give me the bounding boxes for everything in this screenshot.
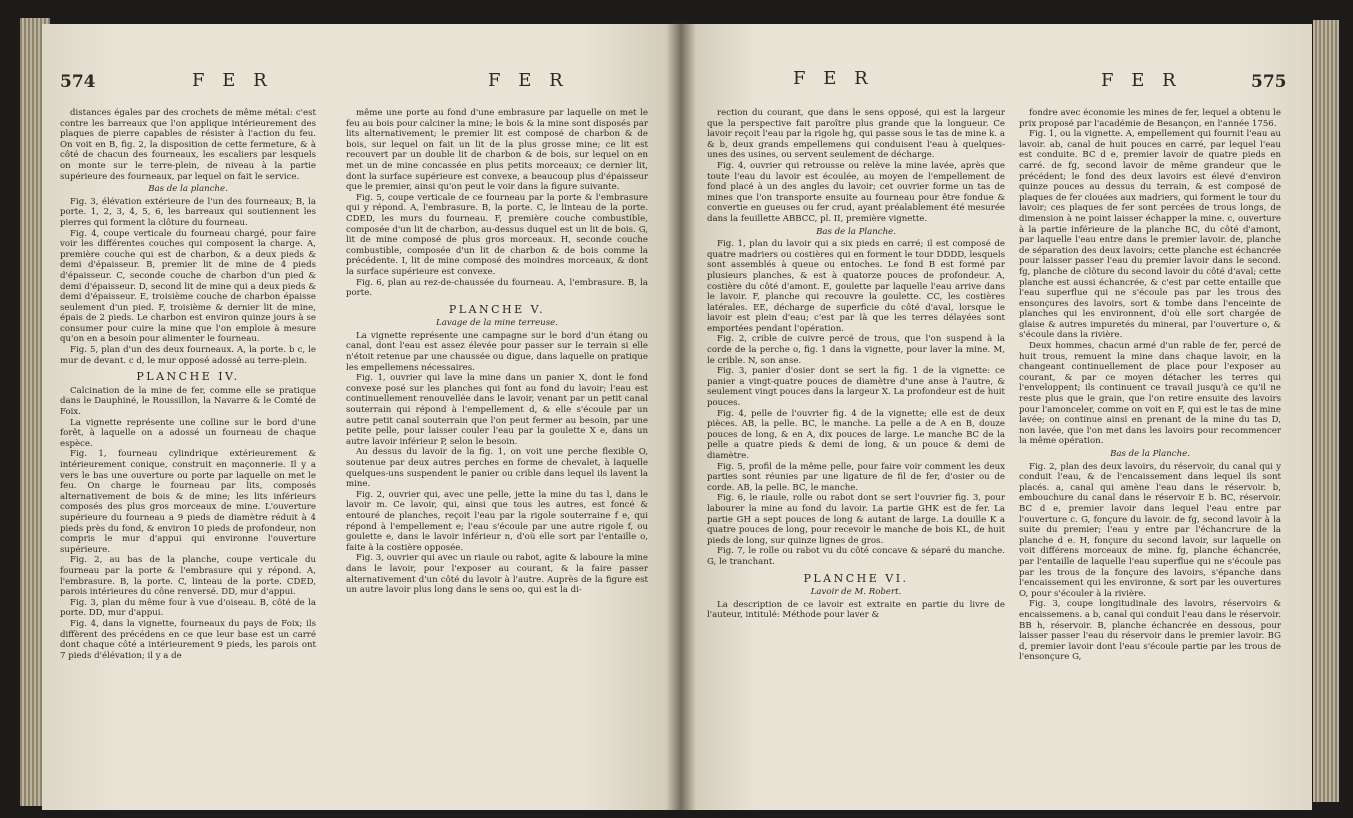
paragraph: Fig. 5, coupe verticale de ce fourneau par la porte & l'embrasure qui y répond. A, l'embrasure. B, la porte. C, le linteau de la porte. CDED, les murs du fourneau. F, première couche combustible, composée d'un lit de charbon, au-dessus duquel est un lit de bois. G, lit de mine composé de plus gros morceaux. H, seconde couche combustible, composée d'un lit de charbon & de bois comme la précédente. I, lit de mine composé des moindres morceaux, & dont la surface supérieure est convexe.: [346, 192, 648, 277]
left-page: [42, 24, 681, 810]
paragraph: distances égales par des crochets de même métal: c'est contre les barreaux que l'on applique intérieurement des plaques de pierre capables de résister à l'action du feu. On voit en B, fig. 2, la disposition de cette fermeture, & à côté de chacun des fourneaux, les escaliers par lesquels on monte sur le terre-plein, de niveau à la partie supérieure des fourneaux, par lequel on fait le service.: [60, 108, 316, 182]
paragraph: fondre avec économie les mines de fer, lequel a obtenu le prix proposé par l'académie de Besançon, en l'année 1756.: [1019, 108, 1281, 129]
right-page: [681, 24, 1312, 810]
paragraph: Fig. 4, coupe verticale du fourneau chargé, pour faire voir les différentes couches qui composent la charge. A, première couche qui est de charbon, & a deux pieds & demi d'épaisseur. B, premier lit de mine de 4 pieds d'épaisseur. C, seconde couche de charbon d'un pied & demi d'épaisseur. D, second lit de mine qui a deux pieds & demi d'épaisseur. E, troisième couche de charbon épaisse seulement d'un pied. F, troisième & dernier lit de mine, épais de 2 pieds. Le charbon est environ quinze jours à se consumer pour cuire la mine que l'on emploie à mesure qu'on en a besoin pour alimenter le fourneau.: [60, 228, 316, 345]
paragraph: PLANCHE V.: [448, 302, 546, 316]
page-edges-right: [1313, 20, 1339, 802]
paragraph: Lavoir de M. Robert.: [810, 587, 902, 598]
paragraph: Deux hommes, chacun armé d'un rable de fer, percé de huit trous, remuent la mine dans chaque lavoir, en la changeant continuellement de place pour l'exposer au courant, & par ce moyen détacher les terres qui l'enveloppent; ils continuent ce travail jusqu'à ce qu'il ne reste plus que le grain, que l'on retire ensuite des lavoirs pour l'amonceler, comme on voit en F, qui est le tas de mine lavée; on continue ainsi en prenant de la mine du tas D, non lavée, que l'on met dans les lavoirs pour recommencer la même opération.: [1019, 341, 1281, 447]
paragraph: Fig. 6, le riaule, rolle ou rabot dont se sert l'ouvrier fig. 3, pour labourer la mine au fond du lavoir. La partie GHK est de fer. La partie GH a sept pouces de long & autant de large. La douille K a quatre pouces de long, pour recevoir le manche de bois KL, de huit pieds de long, sur quinze lignes de gros.: [707, 493, 1005, 546]
paragraph: Fig. 2, plan des deux lavoirs, du réservoir, du canal qui y conduit l'eau, & de l'encaissement dans lequel ils sont placés. a, canal qui amène l'eau dans le réservoir. b, embouchure du canal dans le réservoir E b. BC, réservoir. BC d e, premier lavoir dans lequel l'eau entre par l'ouverture c. G, fonçure du lavoir. de fg, second lavoir à la suite du premier; l'eau y entre par l'échancrure de la planche d e. H, fonçure du second lavoir, sur laquelle on voit différens morceaux de mine. fg, planche échancrée, par l'entaille de laquelle l'eau superflue qui ne s'écoule pas par les trous de la fonçure des lavoirs, s'épanche dans l'encaissement qui les environne, & sort par les ouvertures O, pour s'écouler à la rivière.: [1019, 461, 1281, 599]
paragraph: Fig. 4, pelle de l'ouvrier fig. 4 de la vignette; elle est de deux pièces. AB, la pelle. BC, le manche. La pelle a de A en B, douze pouces de long, & en A, dix pouces de large. Le manche BC de la pelle a quatre pieds & demi de long, & un pouce & demi de diamètre.: [707, 408, 1005, 461]
paragraph: Fig. 3, ouvrier qui avec un riaule ou rabot, agite & laboure la mine dans le lavoir, pour l'exposer au courant, & la faire passer alternativement d'un côté du lavoir à l'autre. Auprès de la figure est un autre lavoir plus long dans le sens oo, qui est la di-: [346, 553, 648, 596]
paragraph: Fig. 3, plan du même four à vue d'oiseau. B, côté de la porte. DD, mur d'appui.: [60, 597, 316, 619]
paragraph: Fig. 3, élévation extérieure de l'un des fourneaux; B, la porte. 1, 2, 3, 4, 5, 6, les barreaux qui soutiennent les pierres qui forment la clôture du fourneau.: [60, 196, 316, 228]
paragraph: Fig. 7, le rolle ou rabot vu du côté concave & séparé du manche. G, le tranchant.: [707, 546, 1005, 567]
running-head: F E R: [192, 70, 273, 91]
running-head: F E R: [1101, 70, 1182, 91]
paragraph: même une porte au fond d'une embrasure par laquelle on met le feu au bois pour calciner la mine; le bois & la mine sont disposés par lits alternativement; le premier lit est composé de charbon & de bois, sur lequel on fait un lit de la plus grosse mine; ce lit est recouvert par un double lit de charbon & de bois, sur lequel on en met un de mine concassée en plus petits morceaux; ce dernier lit, dont la surface supérieure est convexe, a beaucoup plus d'épaisseur que le premier, ainsi qu'on peut le voir dans la figure suivante.: [346, 108, 648, 193]
running-head: F E R: [793, 68, 874, 89]
paragraph: Bas de la Planche.: [816, 226, 896, 237]
paragraph: Fig. 2, au bas de la planche, coupe verticale du fourneau par la porte & l'embrasure qui y répond. A, l'embrasure. B, la porte. C, linteau de la porte. CDED, parois intérieures du cône renversé. DD, mur d'appui.: [60, 555, 316, 598]
text-column-1: [60, 108, 316, 728]
paragraph: Fig. 5, profil de la même pelle, pour faire voir comment les deux parties sont réunies par une ligature de fil de fer, d'osier ou de corde. AB, la pelle. BC, le manche.: [707, 461, 1005, 493]
page-number: 574: [60, 72, 96, 92]
paragraph: Fig. 6, plan au rez-de-chaussée du fourneau. A, l'embrasure. B, la porte.: [346, 277, 648, 299]
paragraph: Fig. 2, ouvrier qui, avec une pelle, jette la mine du tas l, dans le lavoir m. Ce lavoir, qui, ainsi que tous les autres, est foncé & entouré de planches, reçoit l'eau par la rigole souterraine f e, qui répond à l'empellement e; l'eau s'écoule par une autre rigole f, ou goulette e, dans le lavoir inférieur n, d'où elle sort par l'entaille o, faite à la costière opposée.: [346, 489, 648, 553]
text-column-2: [346, 108, 648, 728]
paragraph: Fig. 4, dans la vignette, fourneaux du pays de Foix; ils diffèrent des précédens en ce que leur base est un carré dont chaque côté a intérieurement 9 pieds, les parois ont 7 pieds d'élévation; il y a de: [60, 618, 316, 661]
paragraph: Bas de la planche.: [148, 184, 228, 195]
running-head: F E R: [488, 70, 569, 91]
paragraph: Fig. 1, ouvrier qui lave la mine dans un panier X, dont le fond convexe posé sur les planches qui font au fond du lavoir; l'eau est continuellement renouvellée dans le lavoir, venant par un petit canal souterrain qui répond à l'empellement d, & elle s'écoule par un autre petit canal souterrain que l'on peut fermer au besoin, par une petite pelle, pour laisser couler l'eau par la goulette X e, dans un autre lavoir inférieur P, selon le besoin.: [346, 373, 648, 447]
paragraph: rection du courant, que dans le sens opposé, qui est la largeur que la perspective fait paroître plus grande que la longueur. Ce lavoir reçoit l'eau par la rigole hg, qui passe sous le tas de mine k. a & b, deux grands empellemens qui conduisent l'eau à quelques-unes des usines, ou servent seulement de décharge.: [707, 108, 1005, 161]
paragraph: La vignette représente une campagne sur le bord d'un étang ou canal, dont l'eau est assez élevée pour passer sur le terrain si elle n'étoit retenue par une chaussée ou digue, dans laquelle on pratique les empellemens nécessaires.: [346, 330, 648, 373]
paragraph: Fig. 4, ouvrier qui retrousse ou relève la mine lavée, après que toute l'eau du lavoir est écoulée, au moyen de l'empellement de fond placé à un des angles du lavoir; cet ouvrier forme un tas de mines que l'on transporte ensuite au fourneau pour être fondue & convertie en gueuses ou fer crud, ayant préalablement été mesurée dans la feuillette ABBCC, pl. II, première vignette.: [707, 160, 1005, 224]
text-column-1: [707, 108, 1005, 728]
book-gutter: [666, 20, 696, 810]
paragraph: PLANCHE IV.: [136, 370, 240, 384]
paragraph: Calcination de la mine de fer, comme elle se pratique dans le Dauphiné, le Roussillon, la Navarre & le Comté de Foix.: [60, 385, 316, 418]
paragraph: Fig. 2, crible de cuivre percé de trous, que l'on suspend à la corde de la perche o, fig. 1 dans la vignette, pour laver la mine. M, le crible. N, son anse.: [707, 334, 1005, 366]
paragraph: Fig. 1, plan du lavoir qui a six pieds en carré; il est composé de quatre madriers ou costières qui en forment le tour DDDD, lesquels sont assemblés à queue ou entoches. Le fond B est formé par plusieurs planches, & est à quatorze pouces de profondeur. A, costière du côté d'amont. E, goulette par laquelle l'eau arrive dans le lavoir. F, planche qui recouvre la goulette. CC, les costières latérales. EE, décharge de superficie du côté d'aval, lorsque le lavoir est plein d'eau; c'est par là que les terres délayées sont emportées pendant l'opération.: [707, 239, 1005, 334]
page-number: 575: [1251, 72, 1287, 92]
text-column-2: [1019, 108, 1281, 728]
paragraph: Fig. 1, ou la vignette. A, empellement qui fournit l'eau au lavoir. ab, canal de huit pouces en carré, par lequel l'eau est conduite. BC d e, premier lavoir de quatre pieds en carré. de fg, second lavoir de même grandeur que le précédent; le fond des deux lavoirs est élevé d'environ quinze pouces au dessus du terrain, & est composé de plaques de fer clouées aux madriers, qui forment le tour du lavoir; ces plaques de fer sont percées de trous longs, de dimension à ne point laisser échapper la mine. c, ouverture à la partie inférieure de la planche BC, du côté d'amont, par laquelle l'eau entre dans le premier lavoir. de, planche de séparation des deux lavoirs; cette planche est échancrée pour laisser passer l'eau du premier lavoir dans le second. fg, planche de clôture du second lavoir du côté d'aval; cette planche est aussi échancrée, & c'est par cette entaille que l'eau superflue qui ne s'écoule pas par les trous des ensonçures des lavoirs, sort & tombe dans l'enceinte de planches qui les environnent, d'où elle sort chargée de glaise & autres impuretés du minerai, par l'ouverture o, & s'écoule dans la rivière.: [1019, 129, 1281, 341]
paragraph: Fig. 3, panier d'osier dont se sert la fig. 1 de la vignette: ce panier a vingt-quatre pouces de diamètre d'une anse à l'autre, & seulement vingt pouces dans la largeur X. La profondeur est de huit pouces.: [707, 366, 1005, 409]
paragraph: Bas de la Planche.: [1110, 449, 1190, 459]
paragraph: Fig. 5, plan d'un des deux fourneaux. A, la porte. b c, le mur de devant. c d, le mur opposé adossé au terre-plein.: [60, 345, 316, 366]
paragraph: La vignette représente une colline sur le bord d'une forêt, à laquelle on a adossé un fourneau de chaque espèce.: [60, 417, 316, 449]
paragraph: Fig. 3, coupe longitudinale des lavoirs, réservoirs & encaissemens. a b, canal qui conduit l'eau dans le réservoir. BB h, réservoir. B, planche échancrée en dessous, pour laisser passer l'eau du réservoir dans le premier lavoir. BG d, premier lavoir dont l'eau s'écoule partie par les trous de l'ensonçure G,: [1019, 599, 1281, 663]
paragraph: Fig. 1, fourneau cylindrique extérieurement & intérieurement conique, construit en maçonnerie. Il y a vers le bas une ouverture ou porte par laquelle on met le feu. On charge le fourneau par lits, composés alternativement de bois & de mine; les lits inférieurs composés des plus gros morceaux de mine. L'ouverture supérieure du fourneau a 9 pieds de diamètre réduit à 4 pieds près du fond, & environ 10 pieds de profondeur, non compris le mur d'appui qui environne l'ouverture supérieure.: [60, 449, 316, 555]
paragraph: PLANCHE VI.: [803, 571, 909, 585]
paragraph: Au dessus du lavoir de la fig. 1, on voit une perche flexible O, soutenue par deux autres perches en forme de chevalet, à laquelle quelques-uns suspendent le panier ou crible dans lequel ils lavent la mine.: [346, 447, 648, 490]
paragraph: La description de ce lavoir est extraite en partie du livre de l'auteur, intitulé: Méthode pour laver &: [707, 599, 1005, 621]
paragraph: Lavage de la mine terreuse.: [436, 318, 558, 329]
